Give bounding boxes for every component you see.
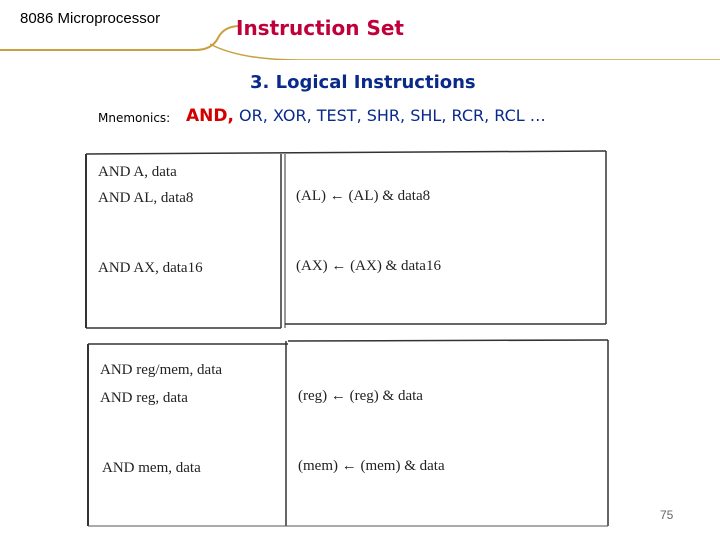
table-row-operation: (mem) ← (mem) & data [298,458,445,474]
mnemonic-highlight: AND, [186,106,234,126]
course-title: 8086 Microprocessor [20,10,161,27]
table-row-instruction: AND A, data [98,164,177,180]
table-row-instruction: AND reg, data [100,390,188,406]
section-title: 3. Logical Instructions [250,72,476,93]
mnemonics-label: Mnemonics: [98,111,171,125]
table-row-operation: (AX) ← (AX) & data16 [296,258,441,274]
mnemonic-rest: OR, XOR, TEST, SHR, SHL, RCR, RCL … [233,106,546,125]
table-row-instruction: AND AX, data16 [98,260,203,276]
table-row-operation: (reg) ← (reg) & data [298,388,423,404]
table-row-instruction: AND AL, data8 [98,190,194,206]
table-row-instruction: AND mem, data [102,460,201,476]
page-number: 75 [660,508,674,522]
table-row-instruction: AND reg/mem, data [100,362,223,378]
table-row-operation: (AL) ← (AL) & data8 [296,188,431,204]
slide-title: Instruction Set [236,16,404,40]
